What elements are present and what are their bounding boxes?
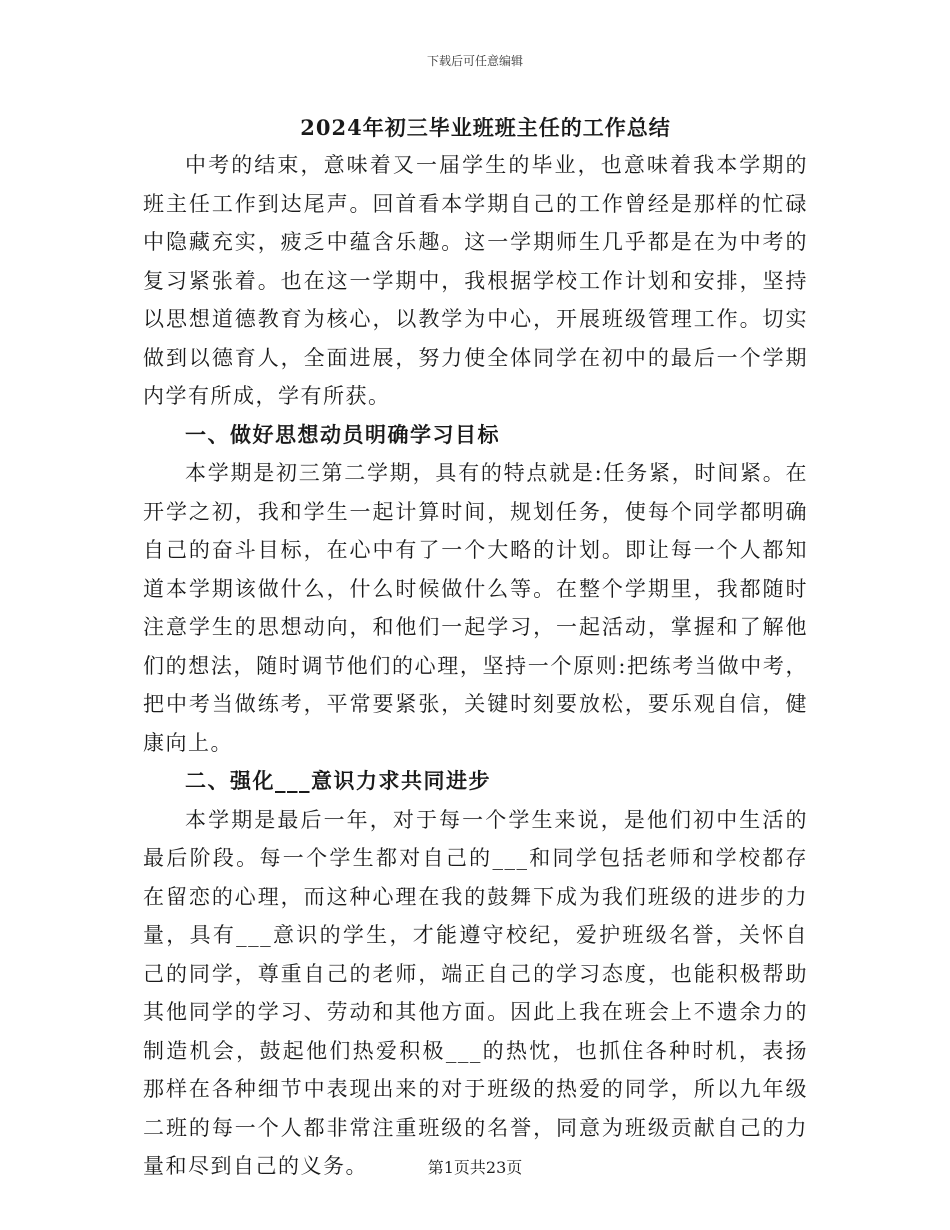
intro-paragraph: 中考的结束，意味着又一届学生的毕业，也意味着我本学期的班主任工作到达尾声。回首看本学期自己的工作曾经是那样的忙碌中隐藏充实，疲乏中蕴含乐趣。这一学期师生几乎都是在为中考的复习紧张着。也在这一学期中，我根据学校工作计划和安排，坚持以思想道德教育为核心，以教学为中心，开展班级管理工作。切实做到以德育人，全面进展，努力使全体同学在初中的最后一个学期内学有所成，学有所获。 bbox=[143, 153, 808, 408]
page-footer: 第1页共23页 bbox=[427, 1158, 523, 1177]
document-body bbox=[143, 110, 808, 1186]
document-title: 2024年初三毕业班班主任的工作总结 bbox=[300, 115, 671, 140]
section-heading-1: 一、做好思想动员明确学习目标 bbox=[185, 421, 500, 447]
section-heading-2: 二、强化___意识力求共同进步 bbox=[185, 768, 491, 793]
page-header: 下载后可任意编辑 bbox=[426, 54, 523, 68]
section-paragraph-1: 本学期是初三第二学期，具有的特点就是:任务紧，时间紧。在开学之初，我和学生一起计算时间，规划任务，使每个同学都明确自己的奋斗目标，在心中有了一个大略的计划。即让每一个人都知道本学期该做什么，什么时候做什么等。在整个学期里，我都随时注意学生的思想动向，和他们一起学习，一起活动，掌握和了解他们的想法，随时调节他们的心理，坚持一个原则:把练考当做中考，把中考当做练考，平常要紧张，关键时刻要放松，要乐观自信，健康向上。 bbox=[143, 461, 808, 755]
section-paragraph-2: 本学期是最后一年，对于每一个学生来说，是他们初中生活的最后阶段。每一个学生都对自己的___和同学包括老师和学校都存在留恋的心理，而这种心理在我的鼓舞下成为我们班级的进步的力量，具有___意识的学生，才能遵守校纪，爱护班级名誉，关怀自己的同学，尊重自己的老师，端正自己的学习态度，也能积极帮助其他同学的学习、劳动和其他方面。因此上我在班会上不遗余力的制造机会，鼓起他们热爱积极___的热忱，也抓住各种时机，表扬那样在各种细节中表现出来的对于班级的热爱的同学，所以九年级二班的每一个人都非常注重班级的名誉，同意为班级贡献自己的力量和尽到自己的义务。 bbox=[143, 807, 808, 1178]
